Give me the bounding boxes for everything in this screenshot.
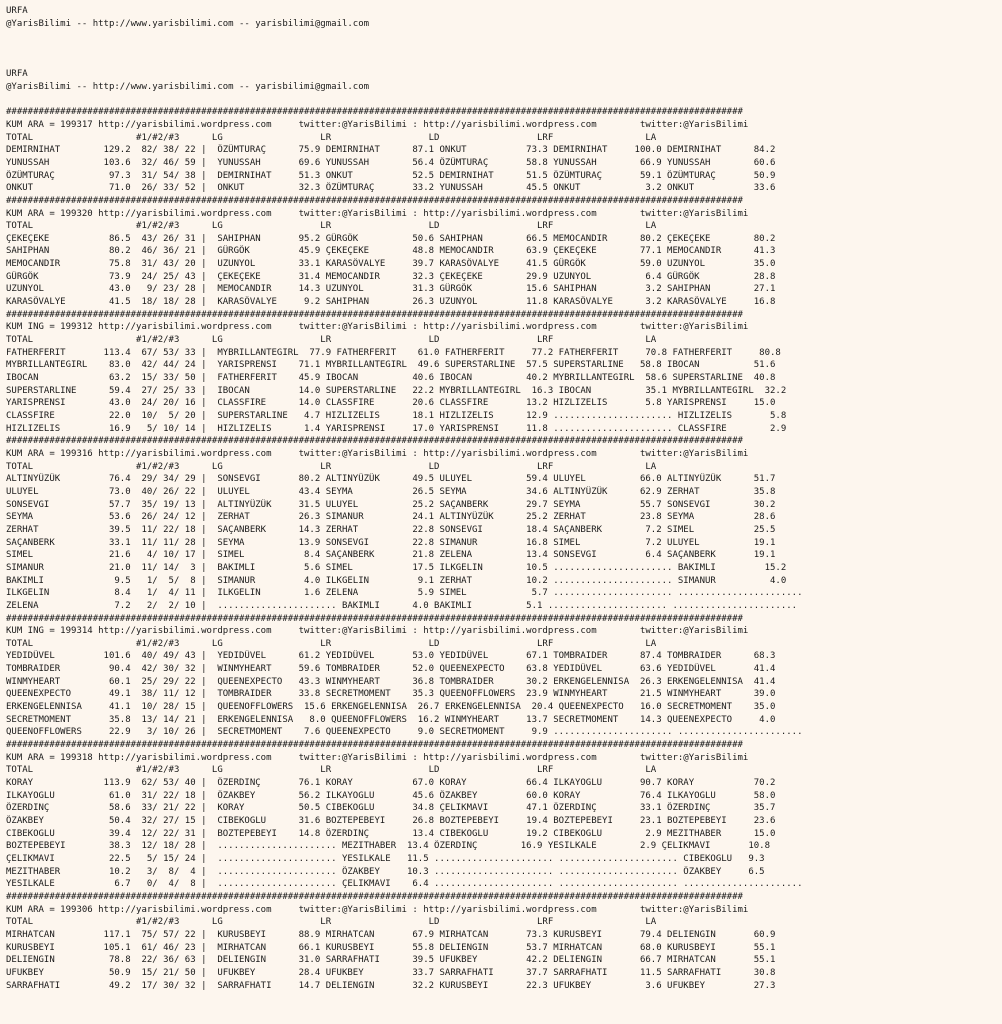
report-line: DELIENGIN 78.8 22/ 36/ 63 | DELIENGIN 31.0 SARRAFHATI 39.5 UFUKBEY 42.2 DELIENGIN 66.7 MIRHATCAN 55.1 [6,955,776,966]
report-line: ÇELIKMAVI 22.5 5/ 15/ 24 | ...................... YESILKALE 11.5 ...................... ...................... CIBEKOGLU 9.3 [6,853,765,864]
report-line: ERKENGELENNISA 41.1 10/ 28/ 15 | QUEENOFFLOWERS 15.6 ERKENGELENNISA 26.7 ERKENGELENNISA 20.4 QUEENEXPECTO 16.0 SECRETMOMENT 35.0 [6,702,776,713]
report-line: FATHERFERIT 113.4 67/ 53/ 33 | MYBRILLANTEGIRL 77.9 FATHERFERIT 61.0 FATHERFERIT 77.2 FATHERFERIT 70.8 FATHERFERIT 80.8 [6,347,781,358]
report-line: HIZLIZELIS 16.9 5/ 10/ 14 | HIZLIZELIS 1.4 YARISPRENSI 17.0 YARISPRENSI 11.8 ...................... CLASSFIRE 2.9 [6,423,787,434]
report-line: MEZITHABER 10.2 3/ 8/ 4 | ...................... ÖZAKBEY 10.3 ...................... ...................... ÖZAKBEY 6.5 [6,866,765,877]
report-line: TOTAL #1/#2/#3 LG LR LD LRF LA [6,221,657,232]
report-line: ZERHAT 39.5 11/ 22/ 18 | SAÇANBERK 14.3 ZERHAT 22.8 SONSEVGI 18.4 SAÇANBERK 7.2 SIMEL 25.5 [6,524,776,535]
report-line: ÖZERDINÇ 58.6 33/ 21/ 22 | KORAY 50.5 CIBEKOGLU 34.8 ÇELIKMAVI 47.1 ÖZERDINÇ 33.1 ÖZERDINÇ 35.7 [6,803,776,814]
report-line: KUM ARA = 199317 http://yarisbilimi.wordpress.com twitter:@YarisBilimi : http://yarisbilimi.wordpress.com twitter:@YarisBilimi [6,119,749,130]
report-line: ######################################################################################################################################## [6,436,743,447]
report-line: SAÇANBERK 33.1 11/ 11/ 28 | SEYMA 13.9 SONSEVGI 22.8 SIMANUR 16.8 SIMEL 7.2 ULUYEL 19.1 [6,537,776,548]
report-line: ######################################################################################################################################## [6,107,743,118]
report-line: ÖZÜMTURAÇ 97.3 31/ 54/ 38 | DEMIRNIHAT 51.3 ONKUT 52.5 DEMIRNIHAT 51.5 ÖZÜMTURAÇ 59.1 ÖZÜMTURAÇ 50.9 [6,170,776,181]
report-line: SIMANUR 21.0 11/ 14/ 3 | BAKIMLI 5.6 SIMEL 17.5 ILKGELIN 10.5 ...................... BAKIMLI 15.2 [6,562,787,573]
report-line: WINMYHEART 60.1 25/ 29/ 22 | QUEENEXPECTO 43.3 WINMYHEART 36.8 TOMBRAIDER 30.2 ERKENGELENNISA 26.3 ERKENGELENNISA 41.4 [6,676,776,687]
report-line: URFA [6,6,28,16]
report-line: IBOCAN 63.2 15/ 33/ 50 | FATHERFERIT 45.9 IBOCAN 40.6 IBOCAN 40.2 MYBRILLANTEGIRL 58.6 SUPERSTARLINE 40.8 [6,373,776,384]
report-line: TOMBRAIDER 90.4 42/ 30/ 32 | WINMYHEART 59.6 TOMBRAIDER 52.0 QUEENEXPECTO 63.8 YEDIDÜVEL 63.6 YEDIDÜVEL 41.4 [6,664,776,675]
report-line [6,56,1002,69]
report-line: ÇEKEÇEKE 86.5 43/ 26/ 31 | SAHIPHAN 95.2 GÜRGÖK 50.6 SAHIPHAN 66.5 MEMOCANDIR 80.2 ÇEKEÇEKE 80.2 [6,233,776,244]
report-line: SUPERSTARLINE 59.4 27/ 25/ 33 | IBOCAN 14.0 SUPERSTARLINE 22.2 MYBRILLANTEGIRL 16.3 IBOCAN 35.1 MYBRILLANTEGIRL 32.2 [6,385,787,396]
report-line: KARASÖVALYE 41.5 18/ 18/ 28 | KARASÖVALYE 9.2 SAHIPHAN 26.3 UZUNYOL 11.8 KARASÖVALYE 3.2 KARASÖVALYE 16.8 [6,297,776,308]
report-line: TOTAL #1/#2/#3 LG LR LD LRF LA [6,461,657,472]
report-line: KURUSBEYI 105.1 61/ 46/ 23 | MIRHATCAN 66.1 KURUSBEYI 55.8 DELIENGIN 53.7 MIRHATCAN 68.0 KURUSBEYI 55.1 [6,942,776,953]
report-line [6,30,1002,43]
report-line: TOTAL #1/#2/#3 LG LR LD LRF LA [6,132,657,143]
report-line: KUM ARA = 199306 http://yarisbilimi.wordpress.com twitter:@YarisBilimi : http://yarisbilimi.wordpress.com twitter:@YarisBilimi [6,904,749,915]
report-line: SECRETMOMENT 35.8 13/ 14/ 21 | ERKENGELENNISA 8.0 QUEENOFFLOWERS 16.2 WINMYHEART 13.7 SECRETMOMENT 14.3 QUEENEXPECTO 4.0 [6,714,776,725]
report-line: ILKAYOGLU 61.0 31/ 22/ 18 | ÖZAKBEY 56.2 ILKAYOGLU 45.6 ÖZAKBEY 60.0 KORAY 76.4 ILKAYOGLU 58.0 [6,790,776,801]
report-line: YARISPRENSI 43.0 24/ 20/ 16 | CLASSFIRE 14.0 CLASSFIRE 20.6 CLASSFIRE 13.2 HIZLIZELIS 5.8 YARISPRENSI 15.0 [6,398,776,409]
report-line: KUM ARA = 199320 http://yarisbilimi.wordpress.com twitter:@YarisBilimi : http://yarisbilimi.wordpress.com twitter:@YarisBilimi [6,208,749,219]
report-line: KUM ARA = 199318 http://yarisbilimi.wordpress.com twitter:@YarisBilimi : http://yarisbilimi.wordpress.com twitter:@YarisBilimi [6,752,749,763]
report-line [6,94,1002,107]
report-line: BAKIMLI 9.5 1/ 5/ 8 | SIMANUR 4.0 ILKGELIN 9.1 ZERHAT 10.2 ...................... SIMANUR 4.0 [6,575,787,586]
report-line: SONSEVGI 57.7 35/ 19/ 13 | ALTINYÜZÜK 31.5 ULUYEL 25.2 SAÇANBERK 29.7 SEYMA 55.7 SONSEVGI 30.2 [6,499,776,510]
report-line: YESILKALE 6.7 0/ 4/ 8 | ...................... ÇELIKMAVI 6.4 ...................... ...................... ...................... [6,879,803,890]
report-line: MEMOCANDIR 75.8 31/ 43/ 20 | UZUNYOL 33.1 KARASÖVALYE 39.7 KARASÖVALYE 41.5 GÜRGÖK 59.0 UZUNYOL 35.0 [6,259,776,270]
report-line: KUM ING = 199312 http://yarisbilimi.wordpress.com twitter:@YarisBilimi : http://yarisbilimi.wordpress.com twitter:@YarisBilimi [6,322,749,333]
report-line: ULUYEL 73.0 40/ 26/ 22 | ULUYEL 43.4 SEYMA 26.5 SEYMA 34.6 ALTINYÜZÜK 62.9 ZERHAT 35.8 [6,486,776,497]
report-line: ONKUT 71.0 26/ 33/ 52 | ONKUT 32.3 ÖZÜMTURAÇ 33.2 YUNUSSAH 45.5 ONKUT 3.2 ONKUT 33.6 [6,183,776,194]
report-line: SAHIPHAN 80.2 46/ 36/ 21 | GÜRGÖK 45.9 ÇEKEÇEKE 48.8 MEMOCANDIR 63.9 ÇEKEÇEKE 77.1 MEMOCANDIR 41.3 [6,246,776,257]
report-line: DEMIRNIHAT 129.2 82/ 38/ 22 | ÖZÜMTURAÇ 75.9 DEMIRNIHAT 87.1 ONKUT 73.3 DEMIRNIHAT 100.0 DEMIRNIHAT 84.2 [6,145,776,156]
report-line: SIMEL 21.6 4/ 10/ 17 | SIMEL 8.4 SAÇANBERK 21.8 ZELENA 13.4 SONSEVGI 6.4 SAÇANBERK 19.1 [6,550,776,561]
report-line: MYBRILLANTEGIRL 83.0 42/ 44/ 24 | YARISPRENSI 71.1 MYBRILLANTEGIRL 49.6 SUPERSTARLINE 57.5 SUPERSTARLINE 58.8 IBOCAN 51.6 [6,360,776,371]
report-line: CLASSFIRE 22.0 10/ 5/ 20 | SUPERSTARLINE 4.7 HIZLIZELIS 18.1 HIZLIZELIS 12.9 ...................... HIZLIZELIS 5.8 [6,411,787,421]
report-line: @YarisBilimi -- http://www.yarisbilimi.com -- yarisbilimi@gmail.com [6,18,370,29]
report-line: @YarisBilimi -- http://www.yarisbilimi.com -- yarisbilimi@gmail.com [6,81,370,92]
report-line: YUNUSSAH 103.6 32/ 46/ 59 | YUNUSSAH 69.6 YUNUSSAH 56.4 ÖZÜMTURAÇ 58.8 YUNUSSAH 66.9 YUNUSSAH 60.6 [6,157,776,168]
report-line: CIBEKOGLU 39.4 12/ 22/ 31 | BOZTEPEBEYI 14.8 ÖZERDINÇ 13.4 CIBEKOGLU 19.2 CIBEKOGLU 2.9 MEZITHABER 15.0 [6,828,776,839]
report-line: SEYMA 53.6 26/ 24/ 12 | ZERHAT 26.3 SIMANUR 24.1 ALTINYÜZÜK 25.2 ZERHAT 23.8 SEYMA 28.6 [6,512,776,523]
report-line: MIRHATCAN 117.1 75/ 57/ 22 | KURUSBEYI 88.9 MIRHATCAN 67.9 MIRHATCAN 73.3 KURUSBEYI 79.4 DELIENGIN 60.9 [6,929,776,940]
report-line: GÜRGÖK 73.9 24/ 25/ 43 | ÇEKEÇEKE 31.4 MEMOCANDIR 32.3 ÇEKEÇEKE 29.9 UZUNYOL 6.4 GÜRGÖK 28.8 [6,271,776,282]
report-line: KUM ING = 199314 http://yarisbilimi.wordpress.com twitter:@YarisBilimi : http://yarisbilimi.wordpress.com twitter:@YarisBilimi [6,626,749,637]
report-line: TOTAL #1/#2/#3 LG LR LD LRF LA [6,335,657,346]
report-line: UZUNYOL 43.0 9/ 23/ 28 | MEMOCANDIR 14.3 UZUNYOL 31.3 GÜRGÖK 15.6 SAHIPHAN 3.2 SAHIPHAN 27.1 [6,284,776,295]
report-line: ######################################################################################################################################## [6,613,743,624]
report-line: ######################################################################################################################################## [6,309,743,320]
report-line: ILKGELIN 8.4 1/ 4/ 11 | ILKGELIN 1.6 ZELENA 5.9 SIMEL 5.7 ...................... ....................... [6,588,803,599]
report-line: QUEENOFFLOWERS 22.9 3/ 10/ 26 | SECRETMOMENT 7.6 QUEENEXPECTO 9.0 SECRETMOMENT 9.9 ...................... ....................... [6,727,803,738]
report-line: YEDIDÜVEL 101.6 40/ 49/ 43 | YEDIDÜVEL 61.2 YEDIDÜVEL 53.0 YEDIDÜVEL 67.1 TOMBRAIDER 87.4 TOMBRAIDER 68.3 [6,651,776,662]
report-line: TOTAL #1/#2/#3 LG LR LD LRF LA [6,917,657,928]
report-line: ######################################################################################################################################## [6,195,743,206]
report-line: TOTAL #1/#2/#3 LG LR LD LRF LA [6,638,657,649]
report-line: ######################################################################################################################################## [6,740,743,751]
report-line: SARRAFHATI 49.2 17/ 30/ 32 | SARRAFHATI 14.7 DELIENGIN 32.2 KURUSBEYI 22.3 UFUKBEY 3.6 UFUKBEY 27.3 [6,980,776,991]
report-line: BOZTEPEBEYI 38.3 12/ 18/ 28 | ...................... MEZITHABER 13.4 ÖZERDINÇ 16.9 YESILKALE 2.9 ÇELIKMAVI 10.8 [6,841,771,852]
report-line: QUEENEXPECTO 49.1 38/ 11/ 12 | TOMBRAIDER 33.8 SECRETMOMENT 35.3 QUEENOFFLOWERS 23.9 WINMYHEART 21.5 WINMYHEART 39.0 [6,689,776,700]
report-line: ALTINYÜZÜK 76.4 29/ 34/ 29 | SONSEVGI 80.2 ALTINYÜZÜK 49.5 ULUYEL 59.4 ULUYEL 66.0 ALTINYÜZÜK 51.7 [6,474,776,485]
report-line [6,43,1002,56]
report-line: UFUKBEY 50.9 15/ 21/ 50 | UFUKBEY 28.4 UFUKBEY 33.7 SARRAFHATI 37.7 SARRAFHATI 11.5 SARRAFHATI 30.8 [6,967,776,978]
report-line: KUM ARA = 199316 http://yarisbilimi.wordpress.com twitter:@YarisBilimi : http://yarisbilimi.wordpress.com twitter:@YarisBilimi [6,448,749,459]
report-line: ÖZAKBEY 50.4 32/ 27/ 15 | CIBEKOGLU 31.6 BOZTEPEBEYI 26.8 BOZTEPEBEYI 19.4 BOZTEPEBEYI 23.1 BOZTEPEBEYI 23.6 [6,816,776,826]
report-line: KORAY 113.9 62/ 53/ 40 | ÖZERDINÇ 76.1 KORAY 67.0 KORAY 66.4 ILKAYOGLU 90.7 KORAY 70.2 [6,778,776,789]
report-line: TOTAL #1/#2/#3 LG LR LD LRF LA [6,765,657,776]
report-line: ######################################################################################################################################## [6,891,743,902]
report-line: URFA [6,69,28,80]
report-line: ZELENA 7.2 2/ 2/ 10 | ...................... BAKIMLI 4.0 BAKIMLI 5.1 ...................... ....................... [6,600,798,611]
